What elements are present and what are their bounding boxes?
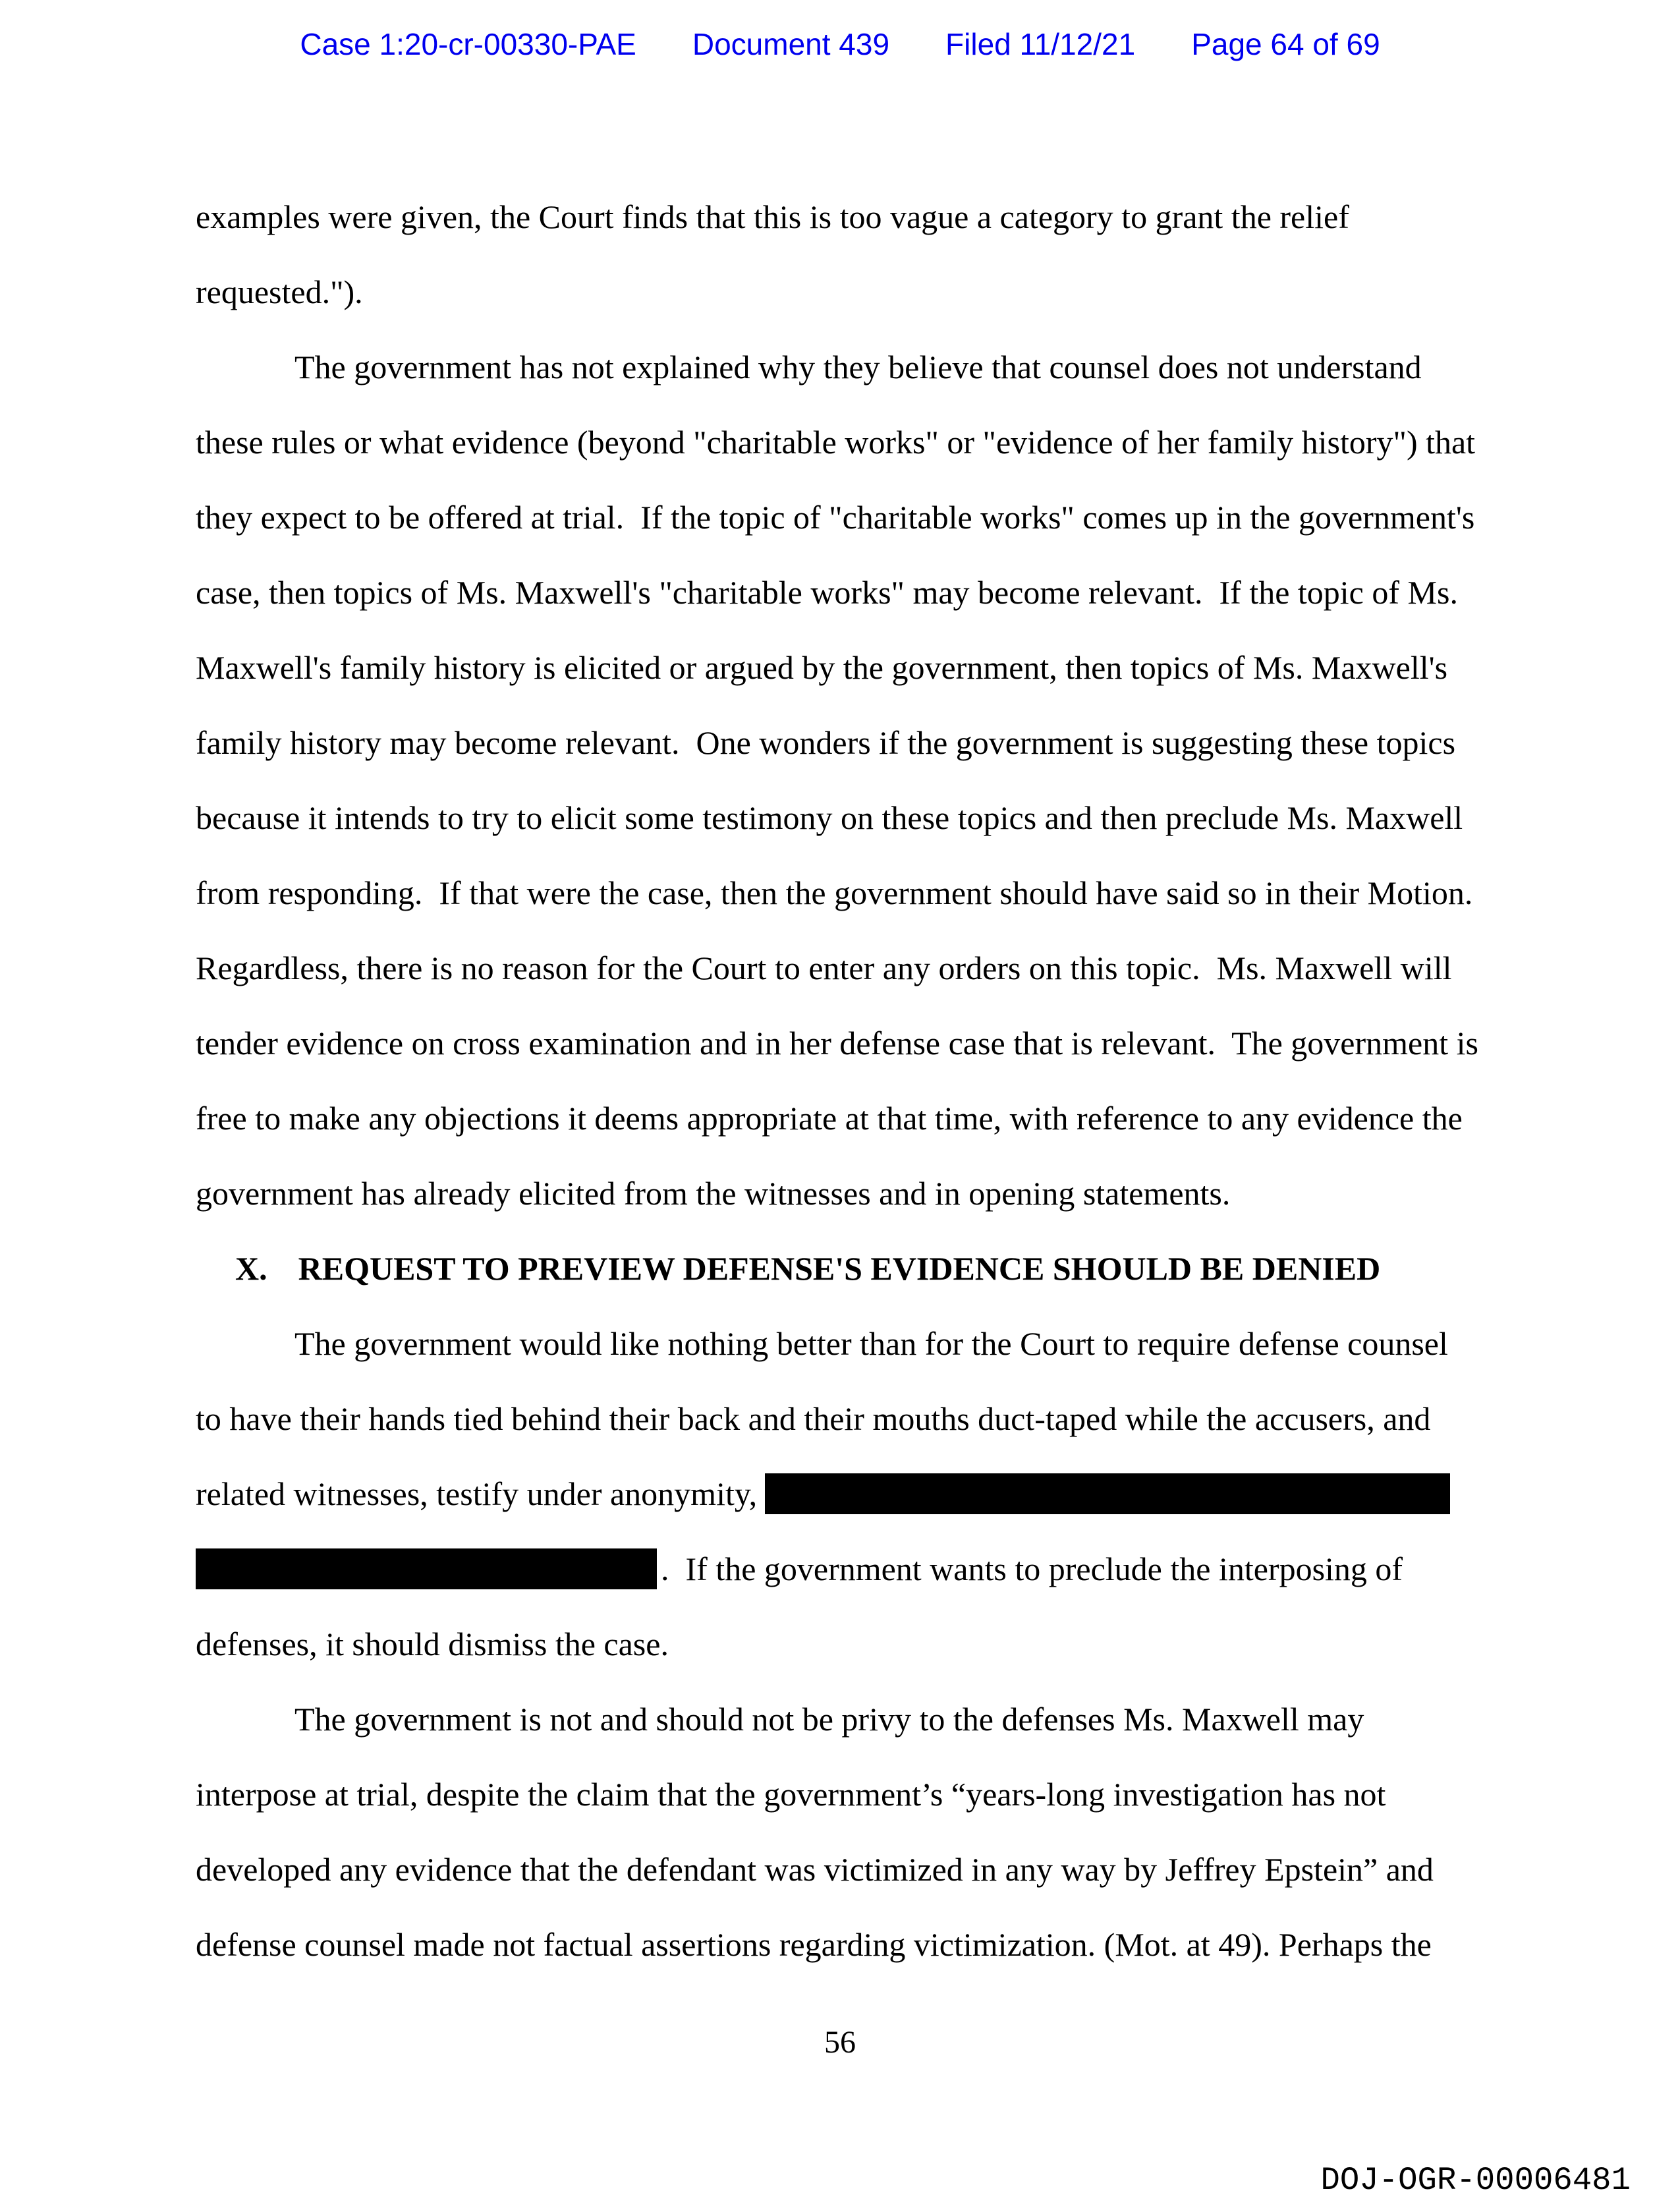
page-number: 56 (824, 2025, 856, 2060)
section-heading-text: REQUEST TO PREVIEW DEFENSE'S EVIDENCE SHOULD BE DENIED (298, 1250, 1381, 1287)
line-text: tender evidence on cross examination and in her defense case that is relevant. The government is (196, 1025, 1478, 1062)
line-text: government has already elicited from the witnesses and in opening statements. (196, 1175, 1231, 1212)
document-line (196, 179, 1484, 254)
document-body (196, 179, 1484, 1982)
document-line (196, 1531, 1484, 1606)
document-line (196, 405, 1484, 480)
line-text: Maxwell's family history is elicited or argued by the government, then topics of Ms. Maxwell's (196, 649, 1448, 686)
document-line (196, 855, 1484, 930)
document-line (196, 329, 1484, 405)
document-line (196, 1156, 1484, 1231)
document-line (196, 1832, 1484, 1907)
line-text: related witnesses, testify under anonymity, (196, 1475, 758, 1512)
line-text: developed any evidence that the defendant was victimized in any way by Jeffrey Epstein” and (196, 1851, 1434, 1888)
line-text: The government is not and should not be privy to the defenses Ms. Maxwell may (294, 1701, 1364, 1738)
line-text: they expect to be offered at trial. If the topic of "charitable works" comes up in the government's (196, 499, 1475, 536)
header-filed-date: Filed 11/12/21 (945, 27, 1136, 61)
bates-number: DOJ-OGR-00006481 (1320, 2162, 1631, 2199)
document-line (196, 930, 1484, 1006)
document-line (196, 1381, 1484, 1456)
line-text: because it intends to try to elicit some testimony on these topics and then preclude Ms. Maxwell (196, 799, 1463, 836)
line-text: examples were given, the Court finds that this is too vague a category to grant the relief (196, 198, 1349, 235)
line-text: The government would like nothing better than for the Court to require defense counsel (294, 1325, 1448, 1362)
header-page-info: Page 64 of 69 (1191, 27, 1380, 61)
document-line (196, 1081, 1484, 1156)
header-case-number: Case 1:20-cr-00330-PAE (300, 27, 636, 61)
document-line (196, 1682, 1484, 1757)
section-heading-number: X. (235, 1250, 267, 1287)
line-text: these rules or what evidence (beyond "charitable works" or "evidence of her family history") that (196, 424, 1476, 461)
line-text: free to make any objections it deems appropriate at that time, with reference to any evidence the (196, 1100, 1463, 1137)
header-document-number: Document 439 (692, 27, 890, 61)
line-text: requested."). (196, 273, 363, 310)
line-text: The government has not explained why they believe that counsel does not understand (294, 349, 1422, 385)
line-text: case, then topics of Ms. Maxwell's "charitable works" may become relevant. If the topic of Ms. (196, 574, 1458, 611)
document-line (196, 480, 1484, 555)
document-line (196, 780, 1484, 855)
section-heading (196, 1231, 1484, 1306)
line-text: family history may become relevant. One wonders if the government is suggesting these topics (196, 724, 1456, 761)
line-text: interpose at trial, despite the claim that the government’s “years-long investigation has not (196, 1776, 1386, 1813)
redaction-bar (196, 1548, 657, 1589)
line-text: . If the government wants to preclude the interposing of (661, 1550, 1403, 1587)
line-text: defenses, it should dismiss the case. (196, 1626, 669, 1662)
court-header (0, 26, 1680, 62)
document-line (196, 1306, 1484, 1381)
document-line (196, 630, 1484, 705)
document-line (196, 1006, 1484, 1081)
document-line (196, 1907, 1484, 1982)
redaction-bar (765, 1473, 1450, 1514)
document-line (196, 555, 1484, 630)
line-text: defense counsel made not factual assertions regarding victimization. (Mot. at 49). Perhaps the (196, 1926, 1432, 1963)
document-line (196, 1606, 1484, 1682)
line-text: from responding. If that were the case, then the government should have said so in their Motion. (196, 874, 1473, 911)
document-line (196, 705, 1484, 780)
line-text: Regardless, there is no reason for the Court to enter any orders on this topic. Ms. Maxwell will (196, 950, 1452, 986)
document-line (196, 1757, 1484, 1832)
document-line (196, 1456, 1484, 1531)
document-line (196, 254, 1484, 329)
line-text: to have their hands tied behind their back and their mouths duct-taped while the accusers, and (196, 1400, 1431, 1437)
